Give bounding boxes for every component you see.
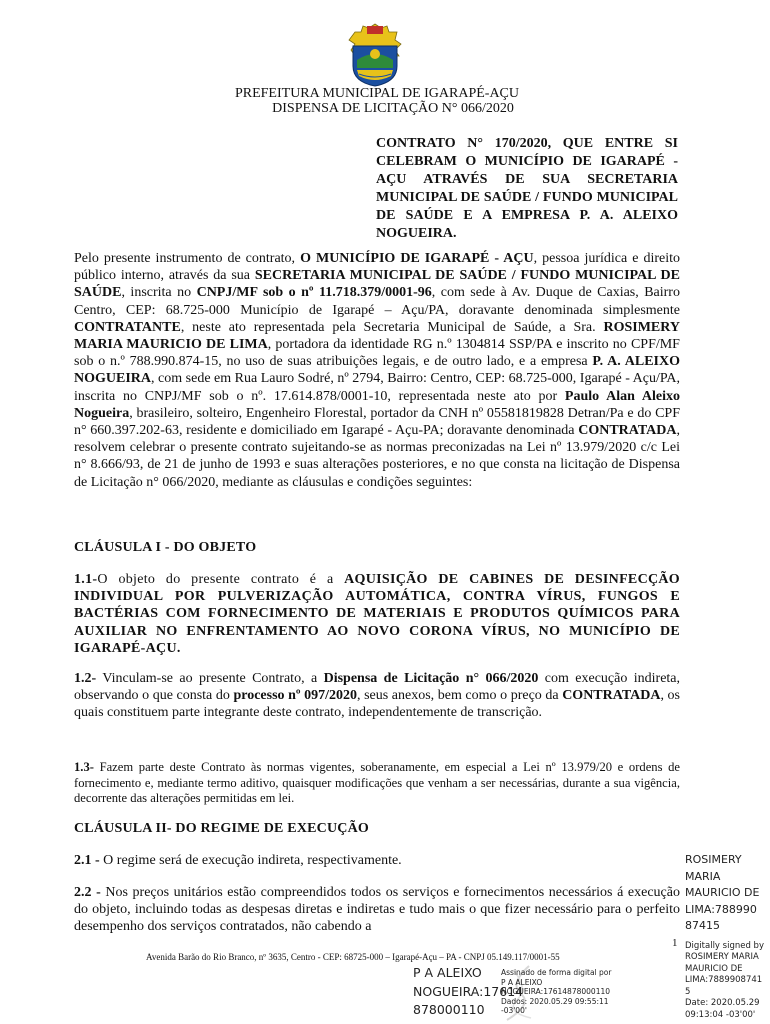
signature-line: LIMA:7889908741 <box>685 975 763 985</box>
text-run: , inscrita no <box>121 285 197 301</box>
text-run: , pessoa jurídica e direito público interno, através da sua <box>74 251 681 284</box>
text-run: Pelo presente instrumento de contrato, <box>74 251 301 266</box>
signature-line: NOGUEIRA:17614878000110 <box>501 987 611 996</box>
signature-line: P A ALEIXO <box>413 965 482 980</box>
clause-1-1-object: AQUISIÇÃO DE CABINES DE DESINFECÇÃO INDIVIDUAL POR PULVERIZAÇÃO AUTOMÁTICA, CONTRA VÍRUS, FUNGOS E BACTÉRIAS COM FORNECIMENTO DE MATERIAIS E PRODUTOS QUÍMICOS PARA AUXILIAR NO ENFRENTAMENTO AO NOVO CORONA VÍRUS, NO MUNICÍPIO DE IGARAPÉ-AÇU. <box>74 572 680 656</box>
text-run: , seus anexos, bem como o preço da <box>357 688 563 704</box>
signature-line: Digitally signed by <box>685 940 764 951</box>
clause-1-1-number: 1.1- <box>74 572 98 587</box>
clause-1-1-lead: O objeto do presente contrato é a <box>97 572 345 587</box>
clause-1-1-paragraph <box>74 571 680 657</box>
text-run: O regime será de execução indireta, respectivamente. <box>99 853 402 868</box>
clause-2-heading: CLÁUSULA II- DO REGIME DE EXECUÇÃO <box>74 821 370 836</box>
text-run: Fazem parte deste Contrato às normas vigentes, soberanamente, em especial a Lei nº 13.979/20 e ordens de fornecimento e, mediante termo aditivo, quaisquer modificações que venham a ser necessárias, durante a sua vigência, decorrente das alterações permitidas em lei. <box>74 760 680 805</box>
municipal-crest-logo <box>345 22 405 88</box>
clause-1-heading: CLÁUSULA I - DO OBJETO <box>74 540 257 555</box>
bold-text-run: 2.1 - <box>74 853 100 868</box>
text-run: Nos preços unitários estão compreendidos todos os serviços e fornecimentos necessários á execução do objeto, incluindo todas as despesas diretas e indiretas e tudo mais o que fizer necessário para o perfeito desempenho dos serviços contratados, não cabendo a <box>74 885 680 935</box>
text-run: , com sede em Rua Lauro Sodré, nº 2794, Bairro: Centro, CEP: 68.725-000, Igarapé - Açu/PA, inscrita no CNPJ/MF sob o nº. 17.614.878/0001-10, representada neste ato por <box>74 371 680 404</box>
text-run: , resolvem celebrar o presente contrato sujeitando-se as normas preconizadas na Lei nº 13.979/2020 c/c Lei n° 8.666/93, de 21 de junho de 1993 e suas alterações posteriores, e no que consta na licitação de Dispensa de Licitação n° 066/2020, mediante as cláusulas e condições seguintes: <box>74 423 680 490</box>
signature-line: Date: 2020.05.29 <box>685 998 760 1008</box>
signature-line: 09:13:04 -03'00' <box>685 1009 756 1020</box>
bold-text-run: ROSIMERY MARIA MAURICIO DE LIMA <box>74 319 680 353</box>
bold-text-run: CONTRATADA <box>562 688 661 704</box>
text-run: , os quais constituem parte integrante deste contrato, independentemente de transcrição. <box>74 688 680 721</box>
clause-2-2-paragraph <box>74 884 680 936</box>
header-dispensa: DISPENSA DE LICITAÇÃO N° 066/2020 <box>272 101 514 116</box>
text-run: Vinculam-se ao presente Contrato, a <box>96 671 324 686</box>
text-run: , neste ato representada pela Secretaria Municipal de Saúde, a Sra. <box>180 319 604 335</box>
bold-text-run: 1.3- <box>74 760 94 774</box>
bold-text-run: CONTRATADA <box>578 423 677 439</box>
text-run: , portadora da identidade RG n.º 1304814 SSP/PA e inscrito no CPF/MF sob o n.º 788.990.874-15, no uso de suas atribuições legais, e de outro lado, e a empresa <box>74 337 680 370</box>
signature-line: Assinado de forma digital por <box>501 968 612 977</box>
signature-line: P A ALEIXO <box>501 977 543 987</box>
signature-line: 5 <box>685 986 691 997</box>
signature-line: ROSIMERY MARIA <box>685 952 759 962</box>
page-number: 1 <box>672 937 678 949</box>
digital-signature-aleixo <box>413 964 663 1024</box>
bold-text-run: SECRETARIA MUNICIPAL DE SAÚDE / FUNDO MUNICIPAL DE SAÚDE <box>74 268 680 301</box>
bold-text-run: P. A. ALEIXO NOGUEIRA <box>74 354 680 387</box>
bold-text-run: processo nº 097/2020 <box>233 688 357 704</box>
signature-line: NOGUEIRA:17614 <box>413 983 524 999</box>
signature-line: MARIA <box>685 869 721 883</box>
clause-2-1-paragraph <box>74 852 680 869</box>
contract-preamble: CONTRATO N° 170/2020, QUE ENTRE SI CELEBRAM O MUNICÍPIO DE IGARAPÉ - AÇU ATRAVÉS DE SUA SECRETARIA MUNICIPAL DE SAÚDE / FUNDO MUNICIPAL DE SAÚDE E A EMPRESA P. A. ALEIXO NOGUEIRA. <box>376 136 678 241</box>
bold-text-run: CONTRATANTE <box>74 319 181 335</box>
signature-details <box>685 941 765 1022</box>
signature-line: MAURICIO DE <box>685 963 743 974</box>
signature-line: -03'00' <box>501 1006 527 1015</box>
digital-signature-rosimery <box>685 852 765 1021</box>
bold-text-run: 2.2 - <box>74 885 101 900</box>
signature-line: ROSIMERY <box>685 853 742 866</box>
signature-line: LIMA:788990 <box>685 902 757 916</box>
intro-paragraph <box>74 250 680 491</box>
text-run: com execução indireta, observando o que consta do <box>74 671 681 704</box>
bold-text-run: Paulo Alan Aleixo Nogueira <box>74 388 681 421</box>
signature-line: 878000110 <box>413 1002 485 1017</box>
bold-text-run: Dispensa de Licitação n° 066/2020 <box>323 671 539 686</box>
signature-line: 87415 <box>685 919 720 932</box>
signature-details <box>501 968 641 1016</box>
header-municipality: PREFEITURA MUNICIPAL DE IGARAPÉ-AÇU <box>234 86 520 101</box>
signature-name <box>685 852 765 935</box>
bold-text-run: O MUNICÍPIO DE IGARAPÉ - AÇU <box>300 251 534 266</box>
bold-text-run: CNPJ/MF sob o nº 11.718.379/0001-96 <box>196 285 432 301</box>
bold-text-run: 1.2- <box>74 671 97 686</box>
signature-line: Dados: 2020.05.29 09:55:11 <box>501 996 609 1006</box>
text-run: , brasileiro, solteiro, Engenheiro Florestal, portador da CNH nº 05581819828 Detran/Pa e do CPF n° 660.397.202-63, residente e domiciliado em Igarapé - Açu-PA; doravante denominada <box>74 405 680 439</box>
clause-1-2-paragraph <box>74 670 680 722</box>
signature-line: MAURICIO DE <box>685 886 760 899</box>
footer-address: Avenida Barão do Rio Branco, nº 3635, Centro - CEP: 68725-000 – Igarapé-Açu – PA - CNPJ 05.149.117/0001-55 <box>146 952 560 962</box>
clause-1-3-paragraph <box>74 760 680 807</box>
text-run: , com sede à Av. Duque de Caxias, Bairro Centro, CEP: 68.725-000 Município de Igarapé – Açu/PA, doravante denominada simplesmente <box>74 285 680 318</box>
